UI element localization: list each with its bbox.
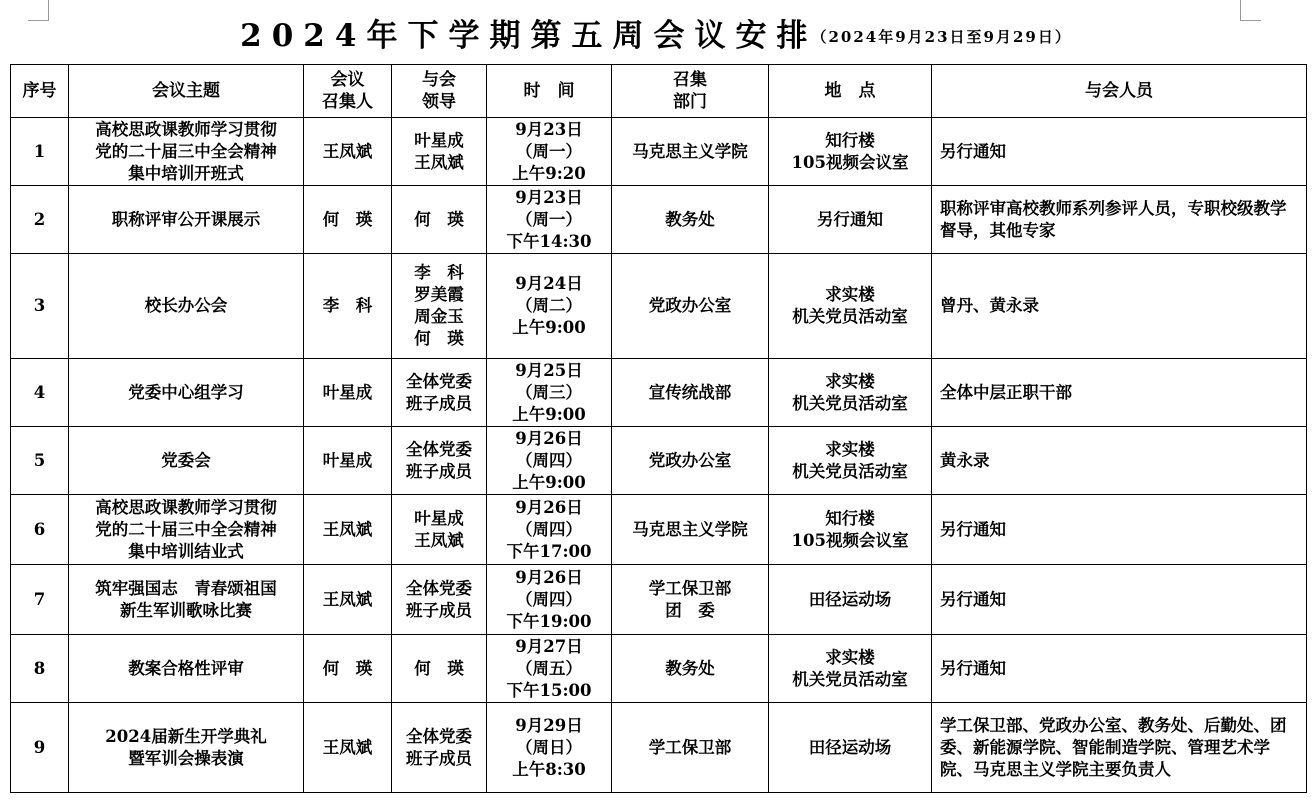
cell-leaders-line: 罗美霞 <box>414 285 464 304</box>
cell-time <box>487 186 612 254</box>
document-title <box>0 10 1312 54</box>
cell-topic-line: 新生军训歌咏比赛 <box>120 600 252 620</box>
cell-place-line: 机关党员活动室 <box>792 669 908 689</box>
cell-dept-line: 团 委 <box>665 600 715 620</box>
cell-place-line: 求实楼 <box>825 439 875 459</box>
cell-dept <box>612 254 769 359</box>
table-row <box>11 359 1307 427</box>
cell-convener-line: 何 瑛 <box>322 658 373 678</box>
cell-time-line: （周一） <box>516 141 582 161</box>
cell-dept <box>612 635 769 703</box>
cell-time-line: （周四） <box>516 589 582 609</box>
cell-attendees: 曾丹、黄永录 <box>932 254 1307 359</box>
cell-dept <box>612 703 769 793</box>
cell-time-line: 9月23日 <box>515 119 583 139</box>
cell-place <box>769 635 932 703</box>
cell-attendees: 全体中层正职干部 <box>932 359 1307 427</box>
cell-leaders-line: 班子成员 <box>406 461 472 481</box>
cell-no: 4 <box>11 359 69 427</box>
cell-place <box>769 186 932 254</box>
cell-topic <box>69 635 304 703</box>
cell-convener <box>304 359 392 427</box>
cell-leaders <box>392 186 487 254</box>
cell-place <box>769 703 932 793</box>
table-row <box>11 118 1307 186</box>
table-header-row <box>11 65 1307 118</box>
cell-convener-line: 何 瑛 <box>322 209 373 229</box>
cell-time <box>487 427 612 495</box>
cell-convener <box>304 118 392 186</box>
cell-leaders-line: 王凤斌 <box>414 530 464 550</box>
cell-place <box>769 427 932 495</box>
cell-dept <box>612 118 769 186</box>
cell-dept <box>612 565 769 635</box>
cell-topic-line: 教案合格性评审 <box>128 658 244 678</box>
cell-topic-line: 2024届新生开学典礼 <box>105 726 267 746</box>
cell-topic <box>69 427 304 495</box>
cell-time <box>487 359 612 427</box>
cell-time-line: 9月24日 <box>515 274 583 293</box>
cell-no: 2 <box>11 186 69 254</box>
cell-topic <box>69 359 304 427</box>
cell-topic <box>69 703 304 793</box>
cell-time-line: 9月26日 <box>515 567 583 587</box>
cell-leaders-line: 李 科 <box>414 263 464 282</box>
meeting-schedule-table <box>10 64 1307 793</box>
header-label: 召集 <box>673 70 707 90</box>
cell-topic <box>69 186 304 254</box>
cell-time-line: 下午14:30 <box>506 231 592 251</box>
cell-leaders-line: 全体党委 <box>406 371 472 391</box>
cell-leaders-line: 何 瑛 <box>414 209 464 229</box>
cell-place-line: 求实楼 <box>825 371 875 391</box>
cell-dept <box>612 186 769 254</box>
cell-topic-line: 集中培训结业式 <box>128 541 244 561</box>
cell-time-line: （周一） <box>516 209 582 229</box>
cell-leaders <box>392 703 487 793</box>
cell-place-line: 知行楼 <box>825 130 875 150</box>
cell-leaders-line: 何 瑛 <box>414 658 464 678</box>
cell-dept-line: 党政办公室 <box>648 296 732 315</box>
cell-leaders <box>392 635 487 703</box>
cell-place <box>769 359 932 427</box>
cell-leaders-line: 班子成员 <box>406 393 472 413</box>
table-row <box>11 703 1307 793</box>
col-header-convener <box>304 65 392 118</box>
cell-place <box>769 565 932 635</box>
col-header-place <box>769 65 932 118</box>
cell-time <box>487 635 612 703</box>
col-header-no <box>11 65 69 118</box>
cell-time-line: （周日） <box>516 737 582 757</box>
col-header-dept <box>612 65 769 118</box>
cell-time-line: 9月26日 <box>515 497 583 517</box>
cell-convener-line: 王凤斌 <box>322 519 373 539</box>
col-header-topic <box>69 65 304 118</box>
cell-time-line: 下午15:00 <box>506 680 592 700</box>
col-header-attendees <box>932 65 1307 118</box>
cell-place-line: 机关党员活动室 <box>792 307 908 326</box>
cell-place-line: 求实楼 <box>825 647 875 667</box>
cell-no: 1 <box>11 118 69 186</box>
col-header-leaders <box>392 65 487 118</box>
cell-topic-line: 党的二十届三中全会精神 <box>95 141 277 161</box>
cell-time-line: 下午17:00 <box>506 541 592 561</box>
cell-place <box>769 254 932 359</box>
cell-no: 7 <box>11 565 69 635</box>
cell-topic <box>69 565 304 635</box>
cell-leaders-line: 全体党委 <box>406 578 472 598</box>
cell-attendees: 另行通知 <box>932 565 1307 635</box>
cell-time-line: 上午9:00 <box>512 404 586 424</box>
header-label: 部门 <box>673 92 707 112</box>
cell-time-line: （周二） <box>516 296 582 315</box>
cell-convener <box>304 565 392 635</box>
cell-topic-line: 高校思政课教师学习贯彻 <box>95 497 277 517</box>
cell-leaders-line: 叶星成 <box>414 508 464 528</box>
cell-time-line: 9月29日 <box>515 715 583 735</box>
cell-leaders-line: 叶星成 <box>414 130 464 150</box>
cell-topic-line: 筑牢强国志 青春颂祖国 <box>95 578 277 598</box>
cell-time <box>487 118 612 186</box>
cell-convener <box>304 703 392 793</box>
cell-place-line: 求实楼 <box>825 285 875 304</box>
cell-place-line: 机关党员活动室 <box>792 461 908 481</box>
cell-leaders-line: 全体党委 <box>406 726 472 746</box>
title-date-range: （2024年9月23日至9月29日） <box>811 27 1072 46</box>
cell-dept <box>612 495 769 565</box>
cell-topic-line: 高校思政课教师学习贯彻 <box>95 119 277 139</box>
cell-convener <box>304 427 392 495</box>
cell-attendees: 另行通知 <box>932 635 1307 703</box>
cell-attendees: 职称评审高校教师系列参评人员，专职校级教学督导，其他专家 <box>932 186 1307 254</box>
cell-place-line: 机关党员活动室 <box>792 393 908 413</box>
cell-leaders <box>392 565 487 635</box>
cell-topic-line: 党的二十届三中全会精神 <box>95 519 277 539</box>
cell-attendees: 另行通知 <box>932 118 1307 186</box>
cell-time-line: 下午19:00 <box>506 611 592 631</box>
col-header-time <box>487 65 612 118</box>
cell-leaders-line: 班子成员 <box>406 748 472 768</box>
cell-convener <box>304 186 392 254</box>
cell-convener-line: 王凤斌 <box>322 737 373 757</box>
header-label: 领导 <box>422 92 456 112</box>
cell-time <box>487 254 612 359</box>
header-label: 召集人 <box>322 92 373 112</box>
cell-leaders <box>392 254 487 359</box>
cell-place-line: 知行楼 <box>825 508 875 528</box>
header-label: 地 点 <box>824 81 876 101</box>
cell-topic <box>69 254 304 359</box>
cell-no: 9 <box>11 703 69 793</box>
title-main: 2024年下学期第五周会议安排 <box>240 17 818 54</box>
cell-attendees: 学工保卫部、党政办公室、教务处、后勤处、团委、新能源学院、智能制造学院、管理艺术学院、马克思主义学院主要负责人 <box>932 703 1307 793</box>
cell-place-line: 田径运动场 <box>808 737 892 757</box>
cell-dept-line: 马克思主义学院 <box>632 519 748 539</box>
cell-convener <box>304 254 392 359</box>
cell-time <box>487 703 612 793</box>
header-label: 时 间 <box>523 81 575 101</box>
cell-topic-line: 集中培训开班式 <box>128 163 244 183</box>
cell-no: 8 <box>11 635 69 703</box>
cell-time-line: （周五） <box>516 658 582 678</box>
cell-convener <box>304 495 392 565</box>
cell-dept-line: 教务处 <box>665 658 715 678</box>
cell-no: 6 <box>11 495 69 565</box>
header-label: 与会 <box>422 70 456 90</box>
cell-time-line: 9月23日 <box>515 187 583 207</box>
cell-leaders <box>392 118 487 186</box>
header-label: 序号 <box>22 81 57 101</box>
table-row <box>11 565 1307 635</box>
cell-dept-line: 党政办公室 <box>648 450 732 470</box>
cell-convener-line: 叶星成 <box>322 450 373 470</box>
cell-place-line: 105视频会议室 <box>791 530 909 550</box>
cell-place <box>769 495 932 565</box>
table-row <box>11 186 1307 254</box>
cell-dept <box>612 427 769 495</box>
cell-convener-line: 王凤斌 <box>322 141 373 161</box>
cell-no: 3 <box>11 254 69 359</box>
cell-place-line: 田径运动场 <box>808 589 892 609</box>
cell-topic-line: 暨军训会操表演 <box>128 748 244 768</box>
cell-place-line: 105视频会议室 <box>791 152 909 172</box>
header-label: 与会人员 <box>1085 81 1153 101</box>
cell-time-line: （周四） <box>516 450 582 470</box>
header-label: 会议主题 <box>152 81 220 101</box>
cell-time-line: 上午9:00 <box>512 318 586 337</box>
cell-leaders-line: 周金玉 <box>414 307 464 326</box>
table-row <box>11 254 1307 359</box>
cell-leaders-line: 班子成员 <box>406 600 472 620</box>
cell-dept-line: 教务处 <box>665 209 715 229</box>
table-row <box>11 427 1307 495</box>
cell-dept-line: 宣传统战部 <box>648 382 732 402</box>
cell-time-line: 9月26日 <box>515 428 583 448</box>
cell-topic <box>69 118 304 186</box>
cell-leaders-line: 王凤斌 <box>414 152 464 172</box>
header-label: 会议 <box>330 70 365 90</box>
cell-convener-line: 王凤斌 <box>322 589 373 609</box>
cell-dept <box>612 359 769 427</box>
cell-topic-line: 党委中心组学习 <box>128 382 244 402</box>
cell-time-line: （周三） <box>516 382 582 402</box>
cell-time-line: 上午8:30 <box>512 759 586 779</box>
cell-leaders <box>392 359 487 427</box>
cell-topic-line: 党委会 <box>161 450 211 470</box>
cell-leaders-line: 全体党委 <box>406 439 472 459</box>
cell-leaders <box>392 427 487 495</box>
table-row <box>11 495 1307 565</box>
cell-topic-line: 职称评审公开课展示 <box>111 209 261 229</box>
cell-convener-line: 李 科 <box>322 296 373 315</box>
cell-convener-line: 叶星成 <box>322 382 373 402</box>
cell-place <box>769 118 932 186</box>
cell-leaders-line: 何 瑛 <box>414 329 464 348</box>
cell-place-line: 另行通知 <box>817 209 883 229</box>
cell-time <box>487 565 612 635</box>
cell-attendees: 另行通知 <box>932 495 1307 565</box>
cell-no: 5 <box>11 427 69 495</box>
cell-topic <box>69 495 304 565</box>
cell-topic-line: 校长办公会 <box>144 296 228 315</box>
cell-time <box>487 495 612 565</box>
cell-time-line: （周四） <box>516 519 582 539</box>
cell-dept-line: 学工保卫部 <box>648 578 732 598</box>
cell-time-line: 9月25日 <box>515 360 583 380</box>
cell-attendees: 黄永录 <box>932 427 1307 495</box>
cell-leaders <box>392 495 487 565</box>
cell-time-line: 上午9:00 <box>512 472 586 492</box>
cell-dept-line: 学工保卫部 <box>648 737 732 757</box>
cell-time-line: 上午9:20 <box>512 163 586 183</box>
cell-dept-line: 马克思主义学院 <box>632 141 748 161</box>
table-row <box>11 635 1307 703</box>
cell-time-line: 9月27日 <box>515 636 583 656</box>
cell-convener <box>304 635 392 703</box>
